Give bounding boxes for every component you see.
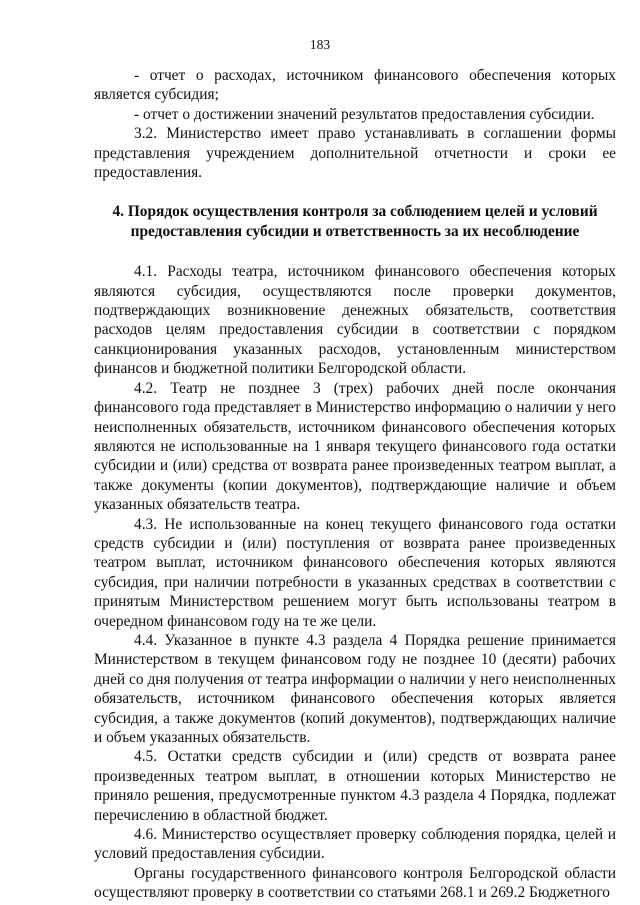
document-body	[94, 66, 616, 903]
paragraph-4-6: 4.6. Министерство осуществляет проверку соблюдения порядка, целей и условий предоставления субсидии.	[94, 826, 616, 863]
paragraph-3-2: 3.2. Министерство имеет право устанавливать в соглашении формы представления учреждением дополнительной отчетности и сроки ее предоставления.	[94, 125, 616, 182]
report-results-item: - отчет о достижении значений результатов предоставления субсидии.	[134, 105, 595, 123]
section-heading: 4. Порядок осуществления контроля за соблюдением целей и условий предоставления субсидии и ответственность за их несоблюдение	[112, 203, 598, 240]
report-expenses-item: - отчет о расходах, источником финансового обеспечения которых является субсидия;	[94, 67, 616, 104]
paragraph-financial-control: Органы государственного финансового контроля Белгородской области осуществляют проверку в соответствии со статьями 268.1 и 269.2 Бюджетного	[94, 864, 616, 902]
paragraph-4-2: 4.2. Театр не позднее 3 (трех) рабочих дней после окончания финансового года представляет в Министерство информацию о наличии у него неисполненных обязательств, источником финансового обеспечения которых являются не использованные на 1 января текущего финансового года остатки субсидии и (или) средства от возврата ранее произведенных театром выплат, а также документы (копии документов), подтверждающие наличие и объем указанных обязательств театра.	[94, 379, 616, 514]
paragraph-4-4: 4.4. Указанное в пункте 4.3 раздела 4 Порядка решение принимается Министерством в текущем финансовом году не позднее 10 (десяти) рабочих дней со дня получения от театра информации о наличии у него неисполненных обязательств, источником финансового обеспечения которых является субсидия, а также документов (копий документов), подтверждающих наличие и объем указанных обязательств.	[94, 631, 616, 746]
paragraph-4-1: 4.1. Расходы театра, источником финансового обеспечения которых являются субсидия, осуществляются после проверки документов, подтверждающих возникновение денежных обязательств, соответствия расходов целям предоставления субсидии в соответствии с порядком санкционирования указанных расходов, установленным министерством финансов и бюджетной политики Белгородской области.	[94, 263, 616, 378]
paragraph-4-3: 4.3. Не использованные на конец текущего финансового года остатки средств субсидии и (или) поступления от возврата ранее произведенных театром выплат, источником финансового обеспечения которых являются субсидия, при наличии потребности в указанных средствах в соответствии с принятым Министерством решением могут быть использованы театром в очередном финансовом году на те же цели.	[94, 515, 616, 630]
paragraph-4-5: 4.5. Остатки средств субсидии и (или) средств от возврата ранее произведенных театром выплат, в отношении которых Министерство не приняло решения, предусмотренные пунктом 4.3 раздела 4 Порядка, подлежат перечислению в областной бюджет.	[94, 748, 616, 824]
page-number: 183	[309, 37, 331, 52]
